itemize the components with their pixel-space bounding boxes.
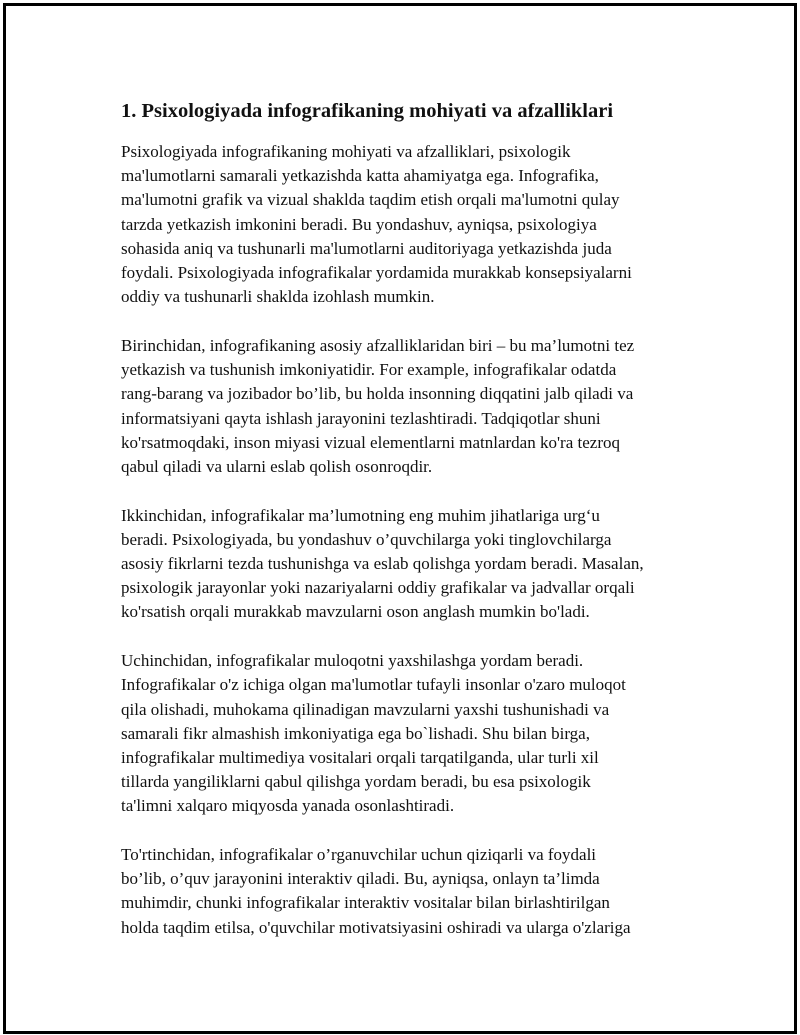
text-line: Infografikalar o'z ichiga olgan ma'lumotlar tufayli insonlar o'zaro muloqot: [121, 675, 626, 695]
text-line: tillarda yangiliklarni qabul qilishga yordam beradi, bu esa psixologik: [121, 772, 591, 792]
text-line: yetkazish va tushunish imkoniyatidir. For example, infografikalar odatda: [121, 360, 617, 380]
text-line: qila olishadi, muhokama qilinadigan mavzularni yaxshi tushunishadi va: [121, 699, 610, 719]
text-line: psixologik jarayonlar yoki nazariyalarni oddiy grafikalar va jadvallar orqali: [121, 578, 635, 598]
paragraph-3: [121, 504, 681, 625]
paragraph-2: [121, 334, 681, 479]
text-line: beradi. Psixologiyada, bu yondashuv o’quvchilarga yoki tinglovchilarga: [121, 529, 612, 549]
text-line: Psixologiyada infografikaning mohiyati va afzalliklari, psixologik: [121, 142, 571, 161]
text-line: Ikkinchidan, infografikalar ma’lumotning eng muhim jihatlariga urg‘u: [121, 505, 600, 525]
text-line: ta'limni xalqaro miqyosda yanada osonlashtiradi.: [121, 796, 455, 816]
text-line: ma'lumotlarni samarali yetkazishda katta ahamiyatga ega. Infografika,: [121, 166, 599, 186]
paragraph-4: [121, 649, 681, 818]
text-line: bo’lib, o’quv jarayonini interaktiv qiladi. Bu, ayniqsa, onlayn ta’limda: [121, 869, 600, 889]
text-line: foydali. Psixologiyada infografikalar yordamida murakkab konsepsiyalarni: [121, 263, 632, 283]
text-line: Birinchidan, infografikaning asosiy afzalliklaridan biri – bu ma’lumotni tez: [121, 335, 635, 355]
document-content: [121, 98, 681, 964]
text-line: Uchinchidan, infografikalar muloqotni yaxshilashga yordam beradi.: [121, 651, 584, 671]
text-line: asosiy fikrlarni tezda tushunishga va eslab qolishga yordam beradi. Masalan,: [121, 554, 644, 574]
text-line: oddiy va tushunarli shaklda izohlash mumkin.: [121, 287, 435, 307]
text-line: rang-barang va jozibador bo’lib, bu holda insonning diqqatini jalb qiladi va: [121, 384, 634, 404]
text-line: informatsiyani qayta ishlash jarayonini tezlashtiradi. Tadqiqotlar shuni: [121, 408, 601, 428]
paragraph-1: [121, 140, 681, 309]
text-line: qabul qiladi va ularni eslab qolish osonroqdir.: [121, 456, 433, 476]
paragraph-5: [121, 843, 681, 940]
document-page: [3, 3, 797, 1034]
text-line: tarzda yetkazish imkonini beradi. Bu yondashuv, ayniqsa, psixologiya: [121, 214, 597, 234]
text-line: sohasida aniq va tushunarli ma'lumotlarni auditoriyaga yetkazishda juda: [121, 238, 612, 258]
text-line: ko'rsatish orqali murakkab mavzularni oson anglash mumkin bo'ladi.: [121, 602, 590, 622]
text-line: infografikalar multimediya vositalari orqali tarqatilganda, ular turli xil: [121, 747, 599, 767]
text-line: ko'rsatmoqdaki, inson miyasi vizual elementlarni matnlardan ko'ra tezroq: [121, 432, 620, 452]
text-line: To'rtinchidan, infografikalar o’rganuvchilar uchun qiziqarli va foydali: [121, 845, 597, 865]
text-line: muhimdir, chunki infografikalar interaktiv vositalar bilan birlashtirilgan: [121, 893, 610, 913]
text-line: holda taqdim etilsa, o'quvchilar motivatsiyasini oshiradi va ularga o'zlariga: [121, 917, 631, 937]
section-heading: 1. Psixologiyada infografikaning mohiyati va afzalliklari: [121, 100, 614, 122]
text-line: samarali fikr almashish imkoniyatiga ega bo`lishadi. Shu bilan birga,: [121, 723, 590, 743]
text-line: ma'lumotni grafik va vizual shaklda taqdim etish orqali ma'lumotni qulay: [121, 190, 620, 210]
